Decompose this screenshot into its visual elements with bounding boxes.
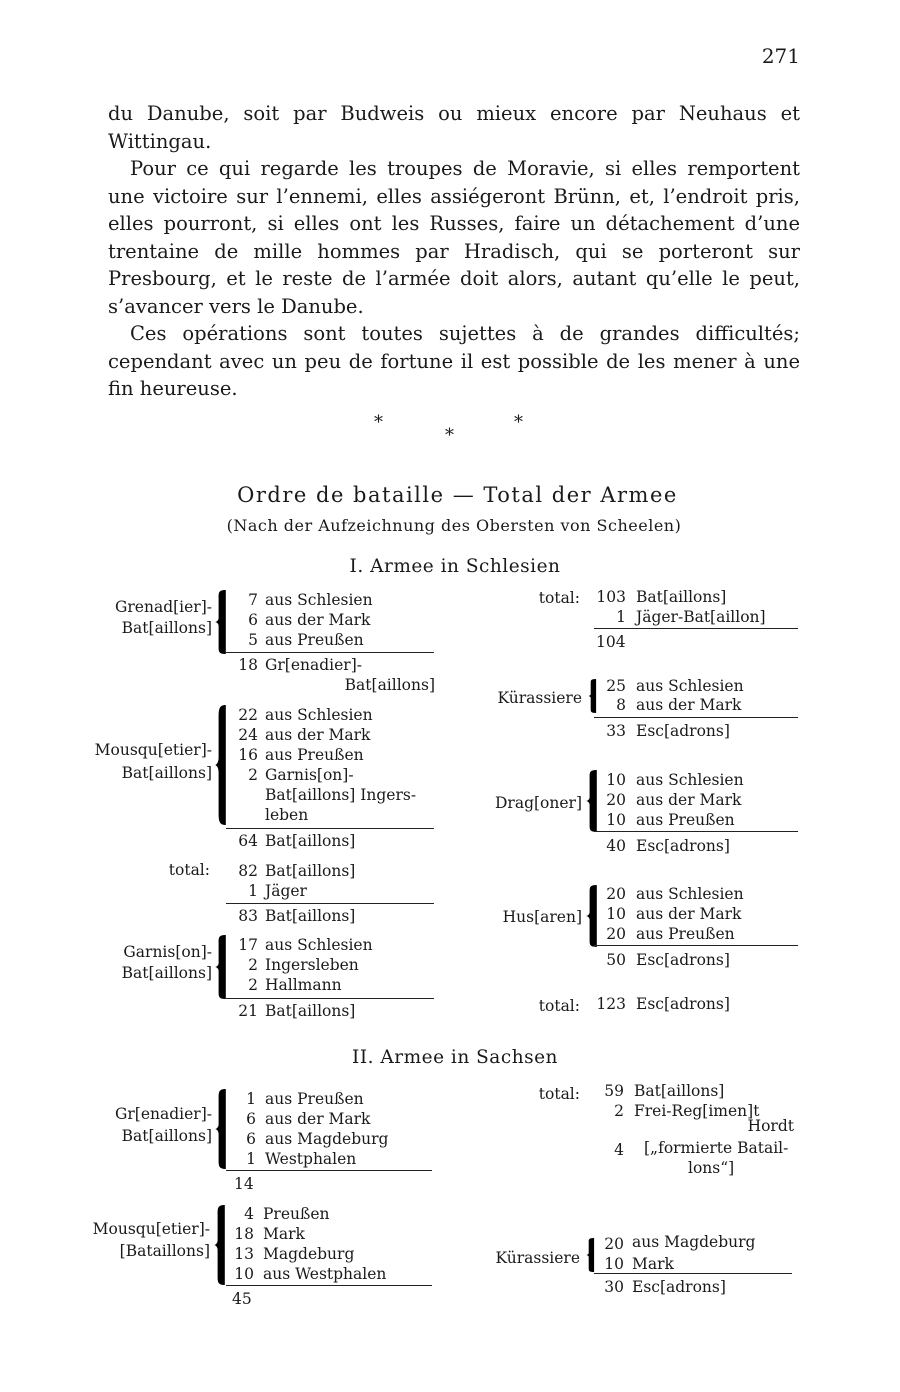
sum-rule	[226, 998, 434, 999]
entry-text: aus der Mark	[636, 696, 742, 714]
entry-text: aus der Mark	[265, 611, 371, 629]
entry-text: Garnis[on]-	[265, 766, 354, 784]
entry-text: Hordt	[747, 1117, 794, 1135]
group-label: Gr[enadier]-	[115, 1105, 212, 1123]
entry-text: [„formierte Batail-	[644, 1139, 789, 1157]
entry-text: aus Preußen	[636, 925, 735, 943]
group-label: Kürassiere	[497, 689, 582, 707]
asterisk: *	[514, 412, 523, 433]
count: 6	[246, 1110, 256, 1128]
sum-rule	[594, 1273, 792, 1274]
entry-text: lons“]	[688, 1159, 735, 1177]
group-label: Bat[aillons]	[121, 619, 212, 637]
entry-text: Bat[aillons]	[344, 676, 435, 694]
count: 6	[248, 611, 258, 629]
count: 20	[606, 791, 626, 809]
brace	[215, 1089, 227, 1169]
count: 103	[596, 588, 626, 606]
entry-text: Westphalen	[265, 1150, 357, 1168]
asterisk: *	[374, 412, 383, 433]
entry-text: aus Westphalen	[263, 1265, 387, 1283]
count: 10	[606, 811, 626, 829]
table-subtitle: (Nach der Aufzeichnung des Obersten von Scheelen)	[226, 516, 682, 535]
entry-text: Bat[aillons]	[634, 1082, 725, 1100]
entry-text: aus Schlesien	[636, 771, 744, 789]
total-label: total:	[538, 589, 580, 607]
asterisk: *	[445, 425, 454, 446]
entry-text: Bat[aillons]	[265, 832, 356, 850]
entry-text: Magdeburg	[263, 1245, 355, 1263]
count: 21	[238, 1002, 258, 1020]
sum-rule	[594, 945, 798, 946]
count: 20	[606, 925, 626, 943]
brace	[586, 1238, 595, 1272]
group-label: Hus[aren]	[502, 908, 582, 926]
sum-rule	[226, 828, 434, 829]
count: 50	[606, 951, 626, 969]
entry-text: Esc[adrons]	[636, 951, 730, 969]
count: 22	[238, 706, 258, 724]
entry-text: Mark	[263, 1225, 305, 1243]
count: 10	[234, 1265, 254, 1283]
entry-text: Gr[enadier]-	[265, 656, 362, 674]
entry-text: aus der Mark	[636, 791, 742, 809]
count: 82	[238, 862, 258, 880]
brace	[214, 1205, 226, 1285]
count: 33	[606, 722, 626, 740]
sum-rule	[226, 903, 434, 904]
count: 17	[238, 936, 258, 954]
count: 13	[234, 1245, 254, 1263]
count: 18	[234, 1225, 254, 1243]
brace	[215, 935, 227, 999]
entry-text: Esc[adrons]	[632, 1278, 726, 1296]
count: 1	[248, 882, 258, 900]
entry-text: Preußen	[263, 1205, 330, 1223]
brace	[215, 590, 227, 654]
entry-text: aus der Mark	[265, 1110, 371, 1128]
paragraph: du Danube, soit par Budweis ou mieux encore par Neuhaus et Wittingau.	[108, 102, 800, 153]
entry-text: Bat[aillons] Ingers-	[265, 786, 417, 804]
entry-text: Jäger-Bat[aillon]	[636, 608, 766, 626]
count: 123	[596, 995, 626, 1013]
paragraph: Ces opérations sont toutes sujettes à de grandes difficultés; cependant avec un peu de fortune il est possible de les mener à une fin heureuse.	[108, 322, 800, 400]
count: 10	[604, 1255, 624, 1273]
count: 20	[604, 1235, 624, 1253]
group-label: Bat[aillons]	[121, 764, 212, 782]
entry-text: aus Schlesien	[636, 677, 744, 695]
count: 4	[244, 1205, 254, 1223]
prose-text	[108, 100, 800, 403]
entry-text: Ingersleben	[265, 956, 359, 974]
entry-text: Esc[adrons]	[636, 995, 730, 1013]
total-label: total:	[538, 1085, 580, 1103]
count: 25	[606, 677, 626, 695]
count: 1	[616, 608, 626, 626]
group-label: Mousqu[etier]-	[92, 1220, 210, 1238]
count: 1	[246, 1090, 256, 1108]
count: 2	[614, 1102, 624, 1120]
entry-text: aus Schlesien	[265, 591, 373, 609]
group-label: Mousqu[etier]-	[94, 741, 212, 759]
count: 24	[238, 726, 258, 744]
entry-text: Hallmann	[265, 976, 342, 994]
count: 2	[248, 976, 258, 994]
entry-text: Esc[adrons]	[636, 722, 730, 740]
count: 40	[606, 837, 626, 855]
total-label: total:	[168, 861, 210, 879]
section-heading: I. Armee in Schlesien	[349, 556, 561, 577]
group-label: Garnis[on]-	[123, 943, 212, 961]
entry-text: leben	[265, 806, 309, 824]
count: 10	[606, 905, 626, 923]
count: 45	[232, 1290, 252, 1308]
count: 1	[246, 1150, 256, 1168]
entry-text: aus Schlesien	[265, 936, 373, 954]
count: 7	[248, 591, 258, 609]
entry-text: aus Preußen	[636, 811, 735, 829]
brace	[586, 885, 598, 947]
entry-text: aus der Mark	[636, 905, 742, 923]
count: 14	[234, 1175, 254, 1193]
count: 83	[238, 907, 258, 925]
count: 104	[596, 633, 626, 651]
section-heading: II. Armee in Sachsen	[352, 1047, 558, 1068]
sum-rule	[594, 717, 798, 718]
sum-rule	[226, 1285, 432, 1286]
brace	[588, 679, 597, 713]
entry-text: Esc[adrons]	[636, 837, 730, 855]
paragraph: Pour ce qui regarde les troupes de Moravie, si elles remportent une victoire sur l’ennemi, elles assiégeront Brünn, et, l’endroit pris, elles pourront, si elles ont les Russes, faire un détachement d’une trentaine de mille hommes par Hradisch, qui se porteront sur Presbourg, et le reste de l’armée doit alors, autant qu’elle le peut, s’avancer vers le Danube.	[108, 157, 800, 318]
count: 6	[246, 1130, 256, 1148]
sum-rule	[226, 1170, 432, 1171]
count: 10	[606, 771, 626, 789]
count: 59	[604, 1082, 624, 1100]
group-label: Drag[oner]	[495, 794, 582, 812]
entry-text: Bat[aillons]	[265, 862, 356, 880]
group-label: Bat[aillons]	[121, 964, 212, 982]
count: 16	[238, 746, 258, 764]
count: 2	[248, 956, 258, 974]
group-label: Kürassiere	[495, 1249, 580, 1267]
group-label: Grenad[ier]-	[115, 598, 212, 616]
sum-rule	[594, 628, 798, 629]
brace	[586, 770, 598, 832]
count: 8	[616, 696, 626, 714]
count: 2	[248, 766, 258, 784]
entry-text: aus Schlesien	[636, 885, 744, 903]
entry-text: aus Magdeburg	[632, 1233, 756, 1251]
group-label: [Bataillons]	[119, 1242, 210, 1260]
total-label: total:	[538, 997, 580, 1015]
sum-rule	[594, 831, 798, 832]
brace	[215, 705, 227, 825]
entry-text: aus Magdeburg	[265, 1130, 389, 1148]
entry-text: Bat[aillons]	[636, 588, 727, 606]
table-title: Ordre de bataille — Total der Armee	[237, 483, 678, 507]
count: 20	[606, 885, 626, 903]
count: 4	[614, 1141, 624, 1159]
entry-text: aus Preußen	[265, 631, 364, 649]
entry-text: aus Schlesien	[265, 706, 373, 724]
entry-text: aus Preußen	[265, 746, 364, 764]
entry-text: Bat[aillons]	[265, 1002, 356, 1020]
entry-text: Jäger	[265, 882, 307, 900]
entry-text: Bat[aillons]	[265, 907, 356, 925]
count: 30	[604, 1278, 624, 1296]
entry-text: Frei-Reg[imen]t	[634, 1102, 760, 1120]
entry-text: aus Preußen	[265, 1090, 364, 1108]
entry-text: Mark	[632, 1255, 674, 1273]
count: 5	[248, 631, 258, 649]
sum-rule	[226, 652, 434, 653]
count: 18	[238, 656, 258, 674]
count: 64	[238, 832, 258, 850]
group-label: Bat[aillons]	[121, 1127, 212, 1145]
page-number: 271	[761, 44, 800, 68]
entry-text: aus der Mark	[265, 726, 371, 744]
